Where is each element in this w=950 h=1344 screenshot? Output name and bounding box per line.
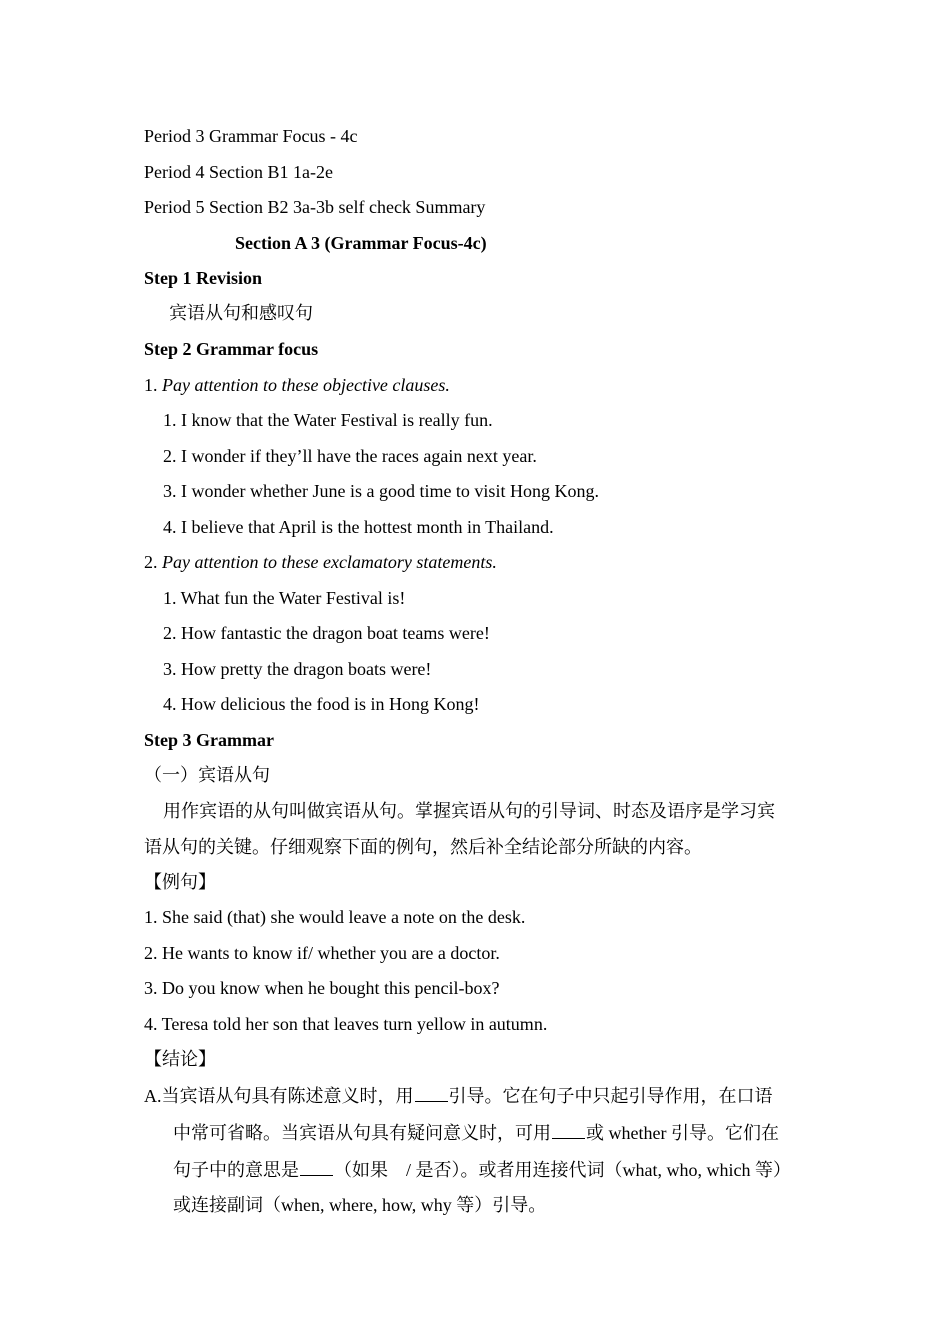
intro-line-1: 用作宾语的从句叫做宾语从句。掌握宾语从句的引导词、时态及语序是学习宾 bbox=[163, 801, 775, 821]
objective-clause-item: 4. I believe that April is the hottest month in Thailand. bbox=[163, 517, 554, 537]
conclusion-text: 句子中的意思是 bbox=[173, 1160, 299, 1180]
conclusion-label: 【结论】 bbox=[144, 1049, 216, 1069]
objective-clause-item: 3. I wonder whether June is a good time to visit Hong Kong. bbox=[163, 481, 599, 501]
example-sentence: 1. She said (that) she would leave a note on the desk. bbox=[144, 907, 526, 927]
part2-title-text: Pay attention to these exclamatory statements. bbox=[162, 552, 497, 572]
exclamatory-item: 2. How fantastic the dragon boat teams were! bbox=[163, 623, 490, 643]
step1-text: 宾语从句和感叹句 bbox=[169, 303, 313, 323]
step3-heading: Step 3 Grammar bbox=[144, 730, 274, 750]
example-sentence: 2. He wants to know if/ whether you are a doctor. bbox=[144, 943, 500, 963]
step2-part1-title bbox=[144, 376, 450, 394]
example-sentence: 3. Do you know when he bought this pencil-box? bbox=[144, 978, 500, 998]
section-title: Section A 3 (Grammar Focus-4c) bbox=[235, 233, 487, 253]
step2-part2-title bbox=[144, 553, 497, 571]
step1-heading: Step 1 Revision bbox=[144, 268, 263, 288]
conclusion-line-1 bbox=[144, 1085, 773, 1105]
part1-number: 1. bbox=[144, 375, 158, 395]
fill-blank[interactable] bbox=[415, 1085, 448, 1102]
fill-blank[interactable] bbox=[300, 1159, 333, 1176]
exclamatory-item: 3. How pretty the dragon boats were! bbox=[163, 659, 432, 679]
part1-title-text: Pay attention to these objective clauses. bbox=[162, 375, 450, 395]
conclusion-text: 或 whether 引导。它们在 bbox=[586, 1123, 779, 1143]
period-3-line: Period 3 Grammar Focus - 4c bbox=[144, 126, 358, 146]
conclusion-text: 中常可省略。当宾语从句具有疑问意义时，可用 bbox=[173, 1123, 551, 1143]
period-5-line: Period 5 Section B2 3a-3b self check Summary bbox=[144, 197, 486, 217]
step3-subheading: （一）宾语从句 bbox=[144, 765, 270, 785]
conclusion-text: 当宾语从句具有陈述意义时，用 bbox=[161, 1086, 414, 1106]
conclusion-line-2 bbox=[173, 1122, 779, 1142]
part2-number: 2. bbox=[144, 552, 158, 572]
period-4-line: Period 4 Section B1 1a-2e bbox=[144, 162, 333, 182]
step2-heading: Step 2 Grammar focus bbox=[144, 339, 319, 359]
conclusion-a-label: A. bbox=[144, 1086, 162, 1106]
conclusion-text: （如果 / 是否）。或者用连接代词（what, who, which 等） bbox=[334, 1160, 791, 1180]
conclusion-text: 引导。它在句子中只起引导作用，在口语 bbox=[448, 1086, 773, 1106]
exclamatory-item: 1. What fun the Water Festival is! bbox=[163, 588, 406, 608]
conclusion-line-3 bbox=[173, 1159, 791, 1179]
objective-clause-item: 2. I wonder if they’ll have the races again next year. bbox=[163, 446, 537, 466]
exclamatory-item: 4. How delicious the food is in Hong Kong! bbox=[163, 694, 480, 714]
intro-line-2: 语从句的关键。仔细观察下面的例句，然后补全结论部分所缺的内容。 bbox=[144, 837, 702, 857]
example-sentence: 4. Teresa told her son that leaves turn yellow in autumn. bbox=[144, 1014, 548, 1034]
fill-blank[interactable] bbox=[552, 1122, 585, 1139]
objective-clause-item: 1. I know that the Water Festival is really fun. bbox=[163, 410, 493, 430]
examples-label: 【例句】 bbox=[144, 872, 216, 892]
conclusion-line-4: 或连接副词（when, where, how, why 等）引导。 bbox=[173, 1195, 547, 1215]
